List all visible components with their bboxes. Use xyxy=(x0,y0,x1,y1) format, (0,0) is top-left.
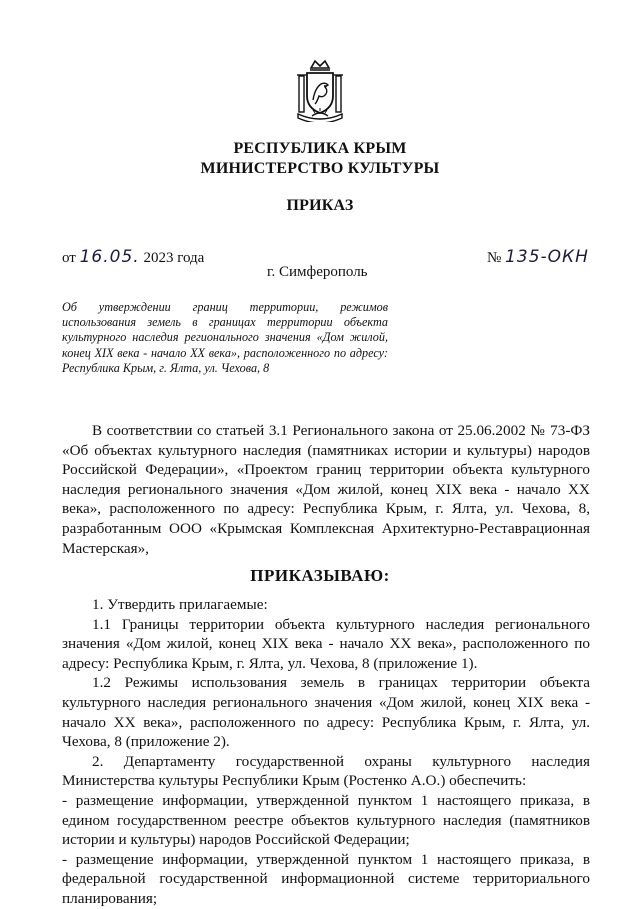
item-1: 1. Утвердить прилагаемые: xyxy=(92,596,268,613)
number-prefix: № xyxy=(487,250,502,266)
item-1-1: 1.1 Границы территории объекта культурного наследия регионального значения «Дом жилой, конец XIX века - начало XX века», расположенного по адресу: Республика Крым, г. Ялта, ул. Чехова, 8 (приложение 1). xyxy=(62,615,590,672)
order-subject: Об утверждении границ территории, режимов использования земель в границах территории объекта культурного наследия регионального значения «Дом жилой, конец XIX века - начало XX века», расположенного по адресу: Республика Крым, г. Ялта, ул. Чехова, 8 xyxy=(62,300,388,375)
city: г. Симферополь xyxy=(267,264,368,280)
header-ministry: МИНИСТЕРСТВО КУЛЬТУРЫ xyxy=(200,160,440,177)
crimea-coat-of-arms-icon xyxy=(295,58,345,122)
date-handwritten: 16.05. xyxy=(79,247,140,267)
order-items xyxy=(62,595,590,909)
item-1-2: 1.2 Режимы использования земель в границах территории объекта культурного наследия регионального значения «Дом жилой, конец XIX века - начало XX века», расположенного по адресу: Республика Крым, г. Ялта, ул. Чехова, 8 (приложение 2). xyxy=(62,674,590,751)
doc-type-title: ПРИКАЗ xyxy=(286,197,354,214)
preamble xyxy=(62,421,590,558)
item-2: 2. Департаменту государственной охраны культурного наследия Министерства культуры Республики Крым (Ростенко А.О.) обеспечить: xyxy=(62,752,590,790)
decree-word: ПРИКАЗЫВАЮ: xyxy=(250,566,390,585)
date-year: 2023 года xyxy=(143,250,205,266)
number-line xyxy=(487,247,589,267)
date-prefix: от xyxy=(62,250,76,266)
item-2-bullet-1: - размещение информации, утвержденной пунктом 1 настоящего приказа, в едином государственном реестре объектов культурного наследия (памятников истории и культуры) народов Российской Федерации; xyxy=(62,791,590,849)
number-handwritten: 135-ОКН xyxy=(505,247,589,267)
preamble-text: В соответствии со статьей 3.1 Регионального закона от 25.06.2002 № 73-ФЗ «Об объектах культурного наследия (памятниках истории и культуры) народов Российской Федерации», «Проектом границ территории объекта культурного наследия регионального значения «Дом жилой, конец XIX века - начало XX века», расположенного по адресу: Республика Крым, г. Ялта, ул. Чехова, 8, разработанным ООО «Крымская Комплексная Архитектурно-Реставрационная Мастерская», xyxy=(62,422,590,557)
item-2-bullet-2: - размещение информации, утвержденной пунктом 1 настоящего приказа, в федеральной государственной информационной системе территориального планирования; xyxy=(62,850,590,907)
date-line xyxy=(62,247,204,267)
header-republic: РЕСПУБЛИКА КРЫМ xyxy=(233,140,407,157)
